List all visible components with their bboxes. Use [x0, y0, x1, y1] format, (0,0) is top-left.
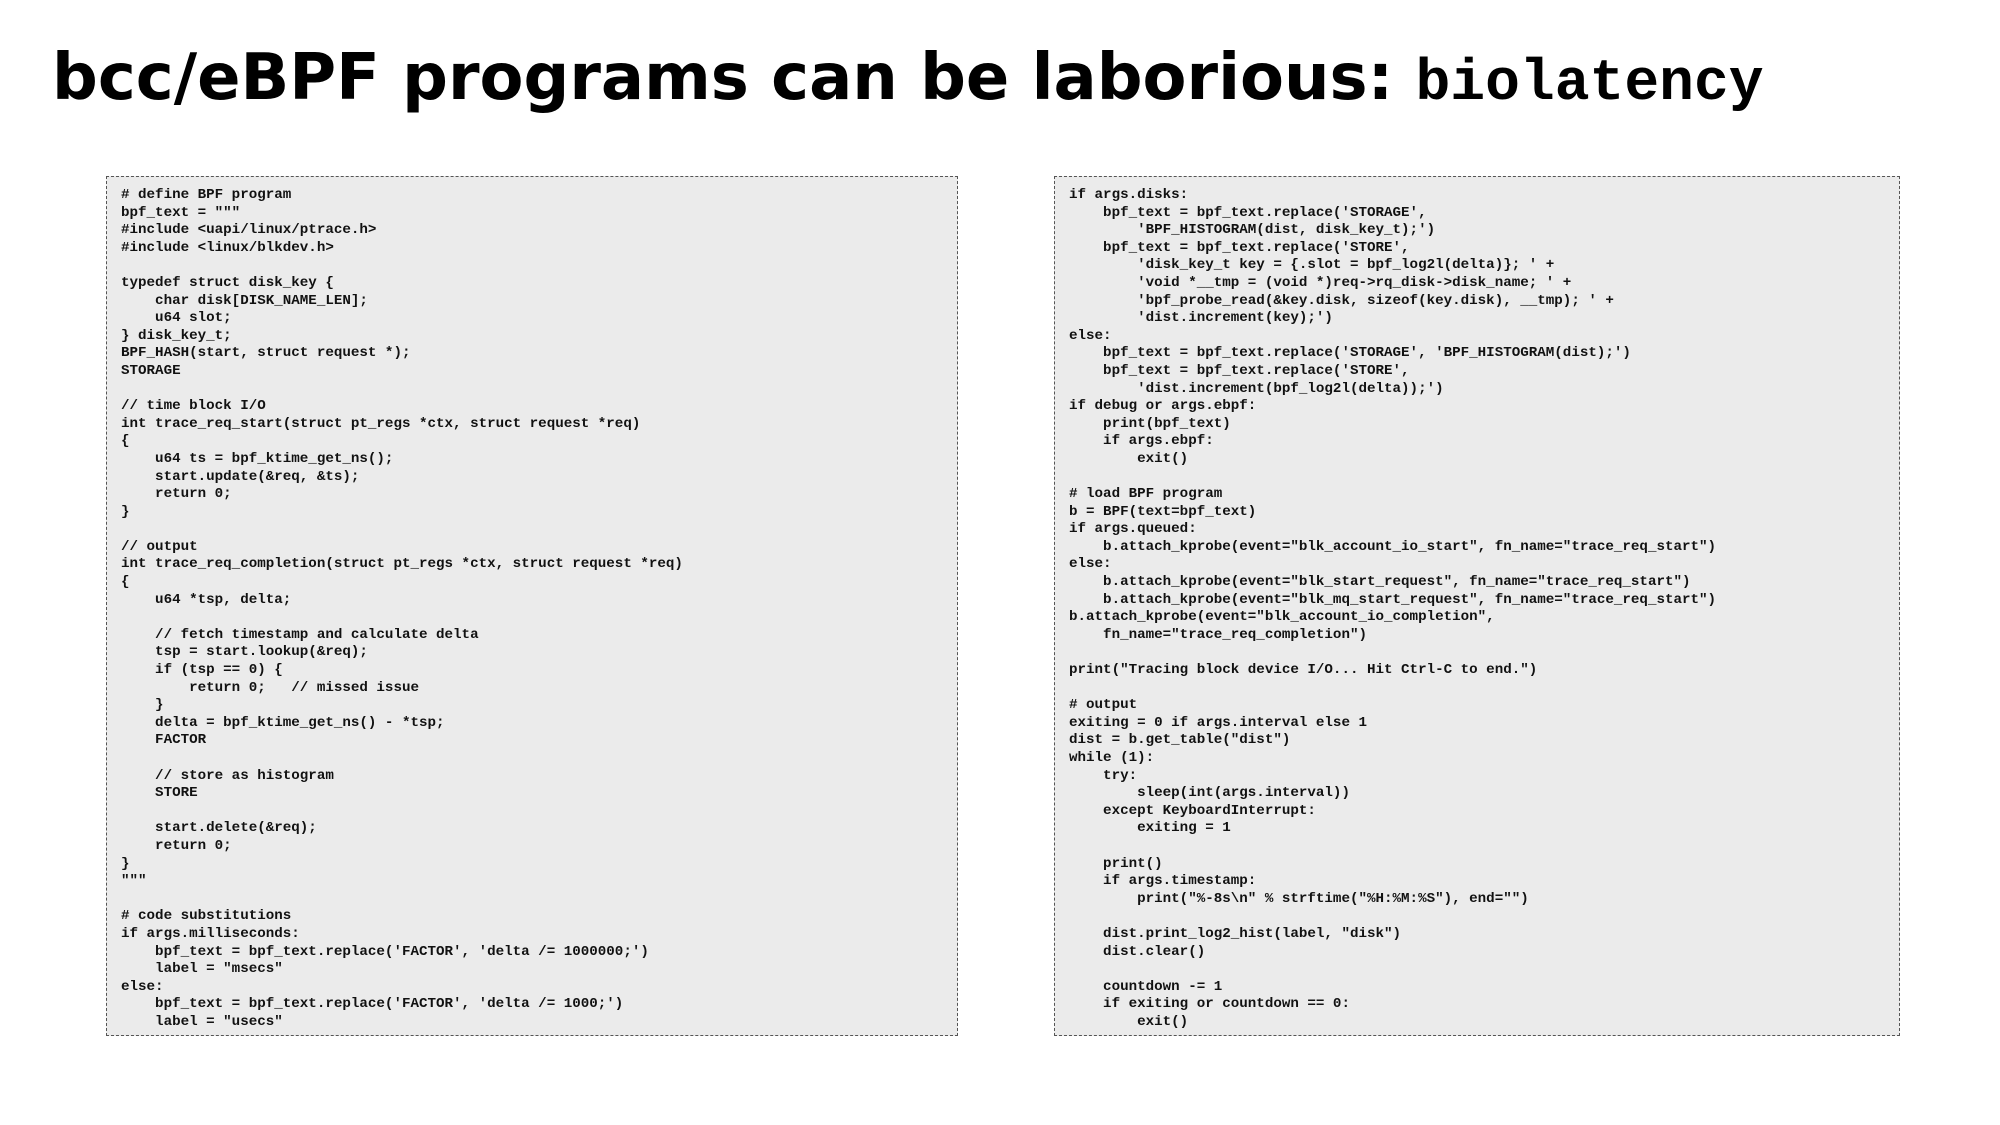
- code-line: [121, 891, 943, 909]
- code-panel-right: [1054, 176, 1900, 1036]
- code-line: [1069, 908, 1885, 926]
- code-line: print("Tracing block device I/O... Hit Ctrl-C to end."): [1069, 662, 1538, 679]
- code-line: [121, 257, 943, 275]
- code-line: {: [121, 574, 130, 591]
- code-line: # code substitutions: [121, 908, 292, 925]
- code-line: while (1):: [1069, 750, 1155, 766]
- code-line: u64 ts = bpf_ktime_get_ns();: [121, 450, 394, 467]
- code-line: [121, 521, 943, 539]
- code-line: dist.clear(): [1069, 943, 1206, 960]
- code-line: tsp = start.lookup(&req);: [121, 644, 368, 661]
- code-line: b.attach_kprobe(event="blk_account_io_start", fn_name="trace_req_start"): [1069, 538, 1717, 555]
- code-line: [121, 803, 943, 821]
- code-line: if args.queued:: [1069, 521, 1197, 538]
- code-line: int trace_req_start(struct pt_regs *ctx, struct request *req): [121, 415, 641, 432]
- code-line: else:: [1069, 327, 1112, 344]
- code-line: // store as histogram: [121, 767, 334, 784]
- code-line: 'void *__tmp = (void *)req->rq_disk->disk_name; ' +: [1069, 274, 1572, 291]
- code-line: FACTOR: [121, 732, 207, 749]
- code-line: start.delete(&req);: [121, 820, 317, 837]
- code-line: [1069, 469, 1885, 487]
- code-line: return 0; // missed issue: [121, 679, 419, 696]
- code-line: {: [121, 433, 130, 450]
- slide-title-program-name: biolatency: [1415, 52, 1764, 117]
- code-line: sleep(int(args.interval)): [1069, 785, 1350, 802]
- code-line: b.attach_kprobe(event="blk_mq_start_request", fn_name="trace_req_start"): [1069, 591, 1717, 608]
- code-line: }: [121, 503, 130, 520]
- code-line: #include <uapi/linux/ptrace.h>: [121, 222, 377, 239]
- code-line: // time block I/O: [121, 398, 266, 415]
- code-line: STORE: [121, 785, 198, 802]
- code-line: u64 slot;: [121, 310, 232, 327]
- code-line: print(bpf_text): [1069, 415, 1231, 432]
- code-line: print(): [1069, 855, 1163, 872]
- code-line: 'dist.increment(bpf_log2l(delta));'): [1069, 380, 1444, 397]
- code-line: typedef struct disk_key {: [121, 274, 334, 291]
- code-line: if (tsp == 0) {: [121, 662, 283, 679]
- code-line: int trace_req_completion(struct pt_regs *ctx, struct request *req): [121, 556, 683, 573]
- code-line: return 0;: [121, 837, 232, 854]
- code-line: }: [121, 697, 164, 714]
- code-line: bpf_text = bpf_text.replace('STORE',: [1069, 362, 1410, 379]
- code-line: # define BPF program: [121, 187, 292, 203]
- code-line: bpf_text = """: [121, 204, 241, 221]
- code-line: if args.ebpf:: [1069, 433, 1214, 450]
- code-line: b.attach_kprobe(event="blk_account_io_completion",: [1069, 609, 1495, 626]
- code-line: [1069, 961, 1885, 979]
- code-line: 'BPF_HISTOGRAM(dist, disk_key_t);'): [1069, 222, 1436, 239]
- code-line: """: [121, 873, 147, 890]
- code-line: try:: [1069, 767, 1138, 784]
- code-line: dist = b.get_table("dist"): [1069, 732, 1291, 749]
- code-line: b = BPF(text=bpf_text): [1069, 503, 1257, 520]
- code-line: u64 *tsp, delta;: [121, 591, 292, 608]
- code-line: BPF_HASH(start, struct request *);: [121, 345, 411, 362]
- code-line: delta = bpf_ktime_get_ns() - *tsp;: [121, 714, 445, 731]
- code-line: exiting = 0 if args.interval else 1: [1069, 714, 1367, 731]
- code-line: // output: [121, 538, 198, 555]
- code-line: [121, 609, 943, 627]
- code-line: [1069, 838, 1885, 856]
- code-line: b.attach_kprobe(event="blk_start_request", fn_name="trace_req_start"): [1069, 574, 1691, 591]
- code-line: [1069, 644, 1885, 662]
- code-line: 'dist.increment(key);'): [1069, 310, 1333, 327]
- code-line: char disk[DISK_NAME_LEN];: [121, 292, 368, 309]
- code-line: label = "msecs": [121, 961, 283, 978]
- code-line: bpf_text = bpf_text.replace('FACTOR', 'delta /= 1000;'): [121, 996, 624, 1013]
- slide-title-text: bcc/eBPF programs can be laborious:: [52, 41, 1416, 115]
- code-line: [121, 381, 943, 399]
- code-line: if exiting or countdown == 0:: [1069, 996, 1350, 1013]
- code-line: exit(): [1069, 1013, 1189, 1030]
- code-line: bpf_text = bpf_text.replace('STORAGE', 'BPF_HISTOGRAM(dist);'): [1069, 345, 1631, 362]
- code-line: } disk_key_t;: [121, 327, 232, 344]
- code-line: else:: [121, 978, 164, 995]
- code-line: [121, 750, 943, 768]
- code-line: fn_name="trace_req_completion"): [1069, 626, 1367, 643]
- code-line: 'disk_key_t key = {.slot = bpf_log2l(delta)}; ' +: [1069, 257, 1555, 274]
- code-line: # load BPF program: [1069, 486, 1223, 503]
- code-line: label = "usecs": [121, 1013, 283, 1030]
- code-line: exit(): [1069, 450, 1189, 467]
- code-line: start.update(&req, &ts);: [121, 468, 360, 485]
- code-line: if debug or args.ebpf:: [1069, 398, 1257, 415]
- code-line: return 0;: [121, 486, 232, 503]
- code-line: except KeyboardInterrupt:: [1069, 802, 1316, 819]
- code-line: dist.print_log2_hist(label, "disk"): [1069, 925, 1402, 942]
- code-line: }: [121, 855, 130, 872]
- code-line: [1069, 680, 1885, 698]
- code-line: countdown -= 1: [1069, 978, 1223, 995]
- slide-title: [52, 36, 1764, 127]
- code-line: else:: [1069, 556, 1112, 573]
- code-line: // fetch timestamp and calculate delta: [121, 626, 479, 643]
- code-line: if args.milliseconds:: [121, 925, 300, 942]
- code-line: # output: [1069, 697, 1138, 714]
- code-line: if args.timestamp:: [1069, 873, 1257, 890]
- code-line: exiting = 1: [1069, 820, 1231, 837]
- code-line: print("%-8s\n" % strftime("%H:%M:%S"), end=""): [1069, 890, 1529, 907]
- code-line: bpf_text = bpf_text.replace('FACTOR', 'delta /= 1000000;'): [121, 943, 649, 960]
- code-line: #include <linux/blkdev.h>: [121, 239, 334, 256]
- code-line: bpf_text = bpf_text.replace('STORAGE',: [1069, 204, 1427, 221]
- code-line: 'bpf_probe_read(&key.disk, sizeof(key.disk), __tmp); ' +: [1069, 292, 1614, 309]
- code-line: STORAGE: [121, 362, 181, 379]
- code-line: if args.disks:: [1069, 187, 1189, 203]
- code-line: bpf_text = bpf_text.replace('STORE',: [1069, 239, 1410, 256]
- code-panel-left: [106, 176, 958, 1036]
